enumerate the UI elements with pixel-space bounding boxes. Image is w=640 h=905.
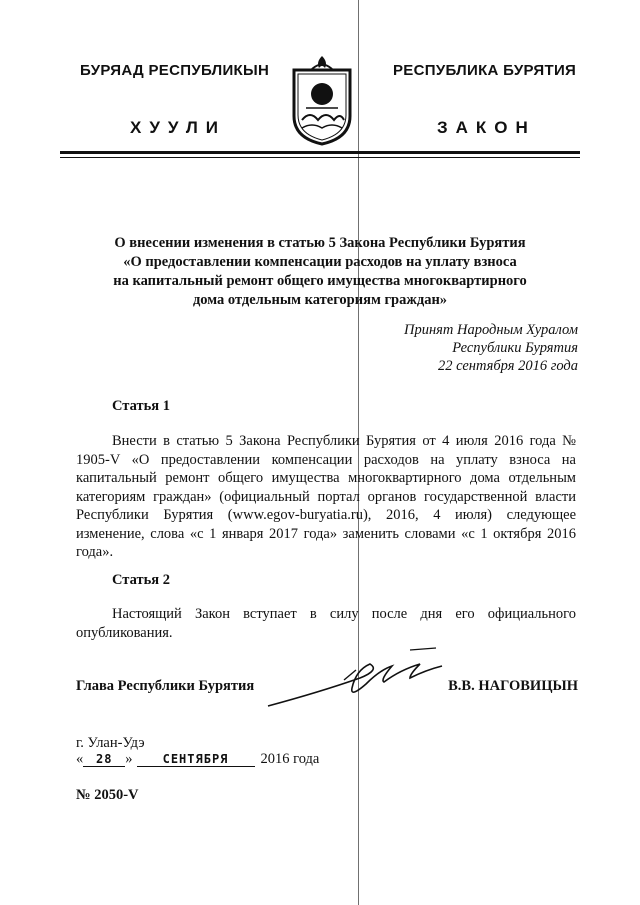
adoption-note [404,321,578,375]
header-rule-thick [60,151,580,154]
adoption-line-2: Республики Бурятия [452,340,578,356]
adoption-date: 22 сентября 2016 года [437,358,578,374]
header-left-title: БУРЯАД РЕСПУБЛИКЫН [80,62,270,79]
header-left-subtitle: ХУУЛИ [130,118,226,137]
handwritten-signature [260,640,450,720]
article-1-heading: Статья 1 [112,398,170,414]
signatory-name: В.В. НАГОВИЦЫН [448,678,578,694]
adoption-line-1: Принят Народным Хуралом [403,322,578,338]
header-right-title: РЕСПУБЛИКА БУРЯТИЯ [393,62,577,79]
law-title-line: на капитальный ремонт общего имущества многоквартирного [113,273,527,289]
law-title-line: «О предоставлении компенсации расходов на уплату взноса [123,254,517,270]
coat-of-arms-emblem [288,50,356,146]
header-right-subtitle: ЗАКОН [437,118,536,137]
date-year: 2016 года [260,751,320,767]
date-close-quote: » [125,751,133,767]
law-title-line: О внесении изменения в статью 5 Закона Республики Бурятия [114,235,526,251]
signing-date [76,751,319,768]
law-number: № 2050-V [76,787,139,803]
article-2-text: Настоящий Закон вступает в силу после дня его официального опубликования. [76,606,576,641]
date-month: СЕНТЯБРЯ [137,752,255,767]
signatory-position: Глава Республики Бурятия [76,678,255,694]
header-rule-thin [60,157,580,158]
date-day: 28 [83,752,125,767]
date-open-quote: « [76,751,84,767]
place: г. Улан-Удэ [76,735,145,751]
article-1-text: Внести в статью 5 Закона Республики Бурятия от 4 июля 2016 года № 1905-V «О предоставлении компенсации расходов на уплату взноса на капитальный ремонт общего имущества многоквартирного дома отдельным категориям граждан» (официальный портал органов государственной власти Республики Бурятия (www.egov-buryatia.ru), 2016, 4 июля) следующее изменение, слова «с 1 января 2017 года» заменить словами «с 1 октября 2016 года». [76,433,576,560]
article-2-heading: Статья 2 [112,572,170,588]
law-title-line: дома отдельным категориям граждан» [192,292,448,308]
law-title [60,234,580,310]
